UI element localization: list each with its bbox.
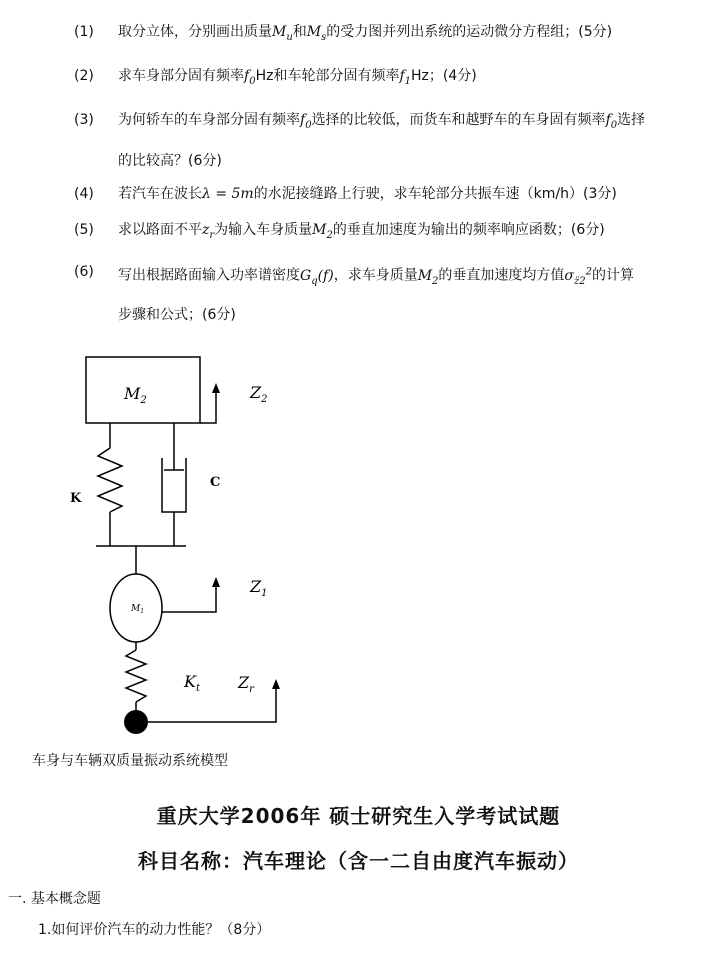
body-mass-label: $M_2$ <box>124 384 147 406</box>
question-number: (2) <box>74 68 94 84</box>
question-text: 若汽车在波长λ = 5m的水泥接缝路上行驶，求车轮部分共振车速（km/h）(3分) <box>118 186 617 202</box>
subject-title: 科目名称：汽车理论（含一二自由度汽车振动） <box>138 849 579 873</box>
damper-c-label: C <box>210 475 221 490</box>
wheel-mass-label: $M_1$ <box>131 604 145 615</box>
tire-spring-label: $K_t$ <box>184 672 200 694</box>
spring-k-label: K <box>70 491 82 506</box>
question-text: 为何轿车的车身部分固有频率$f_0$选择的比较低，而货车和越野车的车身固有频率$f_0$选择 <box>118 112 646 131</box>
question-text: 求车身部分固有频率$f_0Hz$和车轮部分固有频率$f_1Hz$；(4分) <box>118 68 477 87</box>
z1-arrow-line <box>162 584 216 612</box>
zr-arrow-line <box>148 686 276 722</box>
tire-spring-kt <box>126 650 146 702</box>
question-text: 求以路面不平$z_r$为输入车身质量$M_2$的垂直加速度为输出的频率响应函数；(6分) <box>118 222 605 241</box>
z2-arrow-head <box>212 383 220 393</box>
question-number: (5) <box>74 222 94 238</box>
z2-arrow-line <box>200 390 216 423</box>
section-heading: 一. 基本概念题 <box>8 891 101 907</box>
body-mass-box <box>86 357 200 423</box>
question-number: (4) <box>74 186 94 202</box>
question-number: (3) <box>74 112 94 128</box>
z1-arrow-head <box>212 577 220 587</box>
figure-caption: 车身与车辆双质量振动系统模型 <box>32 753 228 769</box>
question-item-1: 1.如何评价汽车的动力性能？（8分） <box>38 922 271 938</box>
question-text: 写出根据路面输入功率谱密度$G_q(f)$，求车身质量$M_2$的垂直加速度均方值$\sigma_{z̈2}^2$的计算 <box>118 266 634 287</box>
question-3-continuation: 的比较高？(6分) <box>118 153 222 169</box>
z1-label: $Z_1$ <box>250 577 268 599</box>
zr-label: $Z_r$ <box>238 673 254 695</box>
zr-arrow-head <box>272 679 280 689</box>
question-6-continuation: 步骤和公式；(6分) <box>118 307 236 323</box>
spring-k <box>98 448 122 512</box>
question-text: 取分立体，分别画出质量$M_u$和$M_s$的受力图并列出系统的运动微分方程组；(5分) <box>118 24 613 43</box>
question-number: (6) <box>74 264 94 280</box>
question-number: (1) <box>74 24 94 40</box>
exam-title: 重庆大学2006年 硕士研究生入学考试试题 <box>156 804 561 828</box>
ground-contact-point <box>124 710 148 734</box>
z2-label: $Z_2$ <box>250 383 268 405</box>
